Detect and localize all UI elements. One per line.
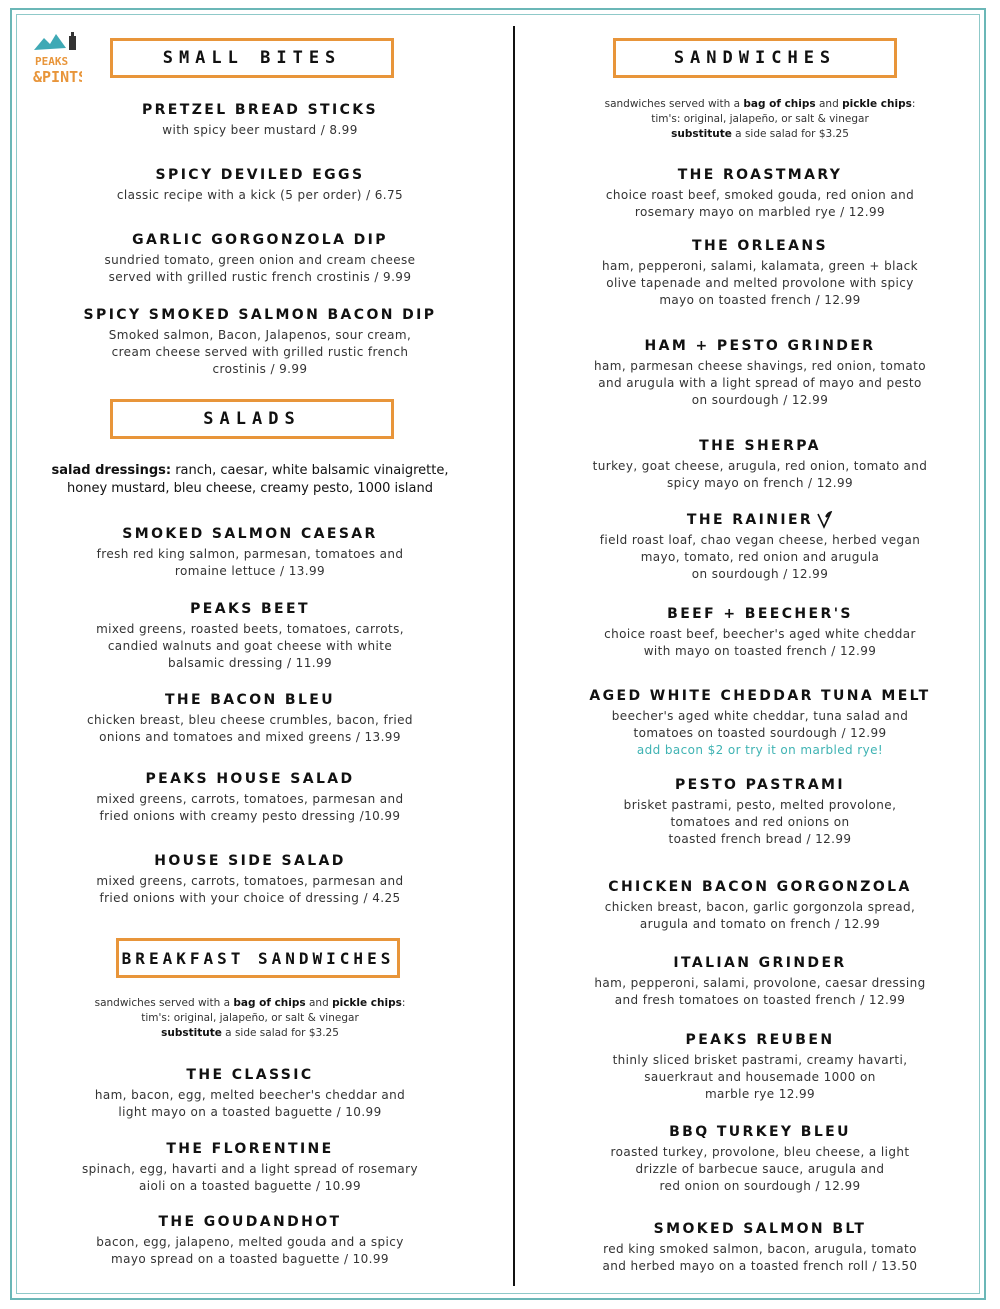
- description-line: sauerkraut and housemade 1000 on: [644, 1070, 876, 1084]
- menu-item-name: THE ROASTMARY: [677, 167, 843, 183]
- menu-item-description: [30, 791, 470, 825]
- menu-item-description: [540, 1144, 980, 1195]
- description-line: rosemary mayo on marbled rye / 12.99: [634, 205, 886, 219]
- menu-item: [30, 691, 470, 746]
- menu-item: [540, 605, 980, 660]
- salad-dressings-note: [40, 462, 460, 498]
- note-text: :: [911, 98, 916, 110]
- menu-item-description: [30, 546, 470, 580]
- menu-item-description: [540, 797, 980, 848]
- note-text: a side salad for $3.25: [731, 128, 849, 140]
- menu-item-name: THE ORLEANS: [692, 238, 828, 254]
- description-line: red king smoked salmon, bacon, arugula, tomato: [603, 1242, 917, 1256]
- menu-item: [30, 852, 470, 907]
- description-line: drizzle of barbecue sauce, arugula and: [635, 1162, 885, 1176]
- description-line: bacon, egg, jalapeno, melted gouda and a spicy: [96, 1235, 404, 1249]
- menu-item-name: THE BACON BLEU: [164, 692, 336, 708]
- note-text: and: [815, 98, 843, 110]
- description-line: roasted turkey, provolone, bleu cheese, a light: [610, 1145, 910, 1159]
- menu-item-description: [540, 1241, 980, 1275]
- menu-item: [30, 770, 470, 825]
- menu-item: [540, 337, 980, 409]
- description-line: mixed greens, carrots, tomatoes, parmesan and: [96, 792, 404, 806]
- menu-item-name: AGED WHITE CHEDDAR TUNA MELT: [589, 688, 931, 704]
- menu-item-description: [540, 708, 980, 759]
- menu-item-name: THE RAINIER: [540, 511, 980, 529]
- description-line: crostinis / 9.99: [212, 362, 308, 376]
- menu-item-name: PESTO PASTRAMI: [674, 777, 846, 793]
- description-line: romaine lettuce / 13.99: [174, 564, 326, 578]
- menu-item: [540, 1123, 980, 1195]
- description-line: with mayo on toasted french / 12.99: [643, 644, 877, 658]
- description-line: red onion on sourdough / 12.99: [659, 1179, 861, 1193]
- description-line: brisket pastrami, pesto, melted provolone,: [623, 798, 897, 812]
- description-line: cream cheese served with grilled rustic french: [111, 345, 409, 359]
- menu-item-description: [30, 1161, 470, 1195]
- menu-item: [540, 237, 980, 309]
- menu-item: [540, 687, 980, 759]
- description-line: marble rye 12.99: [704, 1087, 816, 1101]
- breakfast-sides-note: [60, 996, 440, 1041]
- note-bold: pickle chips: [332, 997, 402, 1009]
- description-line: aioli on a toasted baguette / 10.99: [138, 1179, 361, 1193]
- description-line: beecher's aged white cheddar, tuna salad and: [611, 709, 909, 723]
- peaks-and-pints-logo: [32, 32, 82, 86]
- description-line: tomatoes and red onions on: [670, 815, 850, 829]
- menu-item-description: [540, 458, 980, 492]
- menu-item: [30, 1066, 470, 1121]
- description-line: spinach, egg, havarti and a light spread of rosemary: [81, 1162, 419, 1176]
- description-line: chicken breast, bacon, garlic gorgonzola spread,: [604, 900, 916, 914]
- description-line: choice roast beef, smoked gouda, red onion and: [605, 188, 915, 202]
- note-text: tim's: original, jalapeño, or salt & vinegar: [141, 1012, 359, 1024]
- description-line: fresh red king salmon, parmesan, tomatoes and: [96, 547, 404, 561]
- menu-item-name: BBQ TURKEY BLEU: [669, 1124, 851, 1140]
- menu-item-description: [540, 358, 980, 409]
- menu-item-name: CHICKEN BACON GORGONZOLA: [608, 879, 912, 895]
- menu-item-description: [30, 1087, 470, 1121]
- menu-item-name: SPICY SMOKED SALMON BACON DIP: [83, 307, 437, 323]
- description-line: light mayo on a toasted baguette / 10.99: [118, 1105, 382, 1119]
- menu-item: [40, 101, 480, 139]
- description-line: ham, pepperoni, salami, provolone, caesar dressing: [594, 976, 926, 990]
- menu-item-description: [40, 187, 480, 204]
- section-heading-small-bites: SMALL BITES: [110, 38, 394, 78]
- description-line: fried onions with creamy pesto dressing /10.99: [99, 809, 401, 823]
- menu-item-name: SMOKED SALMON BLT: [653, 1221, 867, 1237]
- menu-item-name: ITALIAN GRINDER: [673, 955, 847, 971]
- menu-item-name: SMOKED SALMON CAESAR: [122, 526, 378, 542]
- description-line: Smoked salmon, Bacon, Jalapenos, sour cream,: [108, 328, 412, 342]
- description-line: on sourdough / 12.99: [691, 393, 829, 407]
- description-line: field roast loaf, chao vegan cheese, herbed vegan: [599, 533, 921, 547]
- menu-item-name: PEAKS BEET: [190, 601, 310, 617]
- description-line: onions and tomatoes and mixed greens / 13.99: [99, 730, 401, 744]
- menu-item-description: [540, 1052, 980, 1103]
- menu-item-upsell: add bacon $2 or try it on marbled rye!: [636, 743, 884, 757]
- description-line: ham, parmesan cheese shavings, red onion, tomato: [594, 359, 926, 373]
- description-line: mixed greens, carrots, tomatoes, parmesan and: [96, 874, 404, 888]
- menu-item-name: THE CLASSIC: [186, 1067, 314, 1083]
- menu-item: [540, 1220, 980, 1275]
- menu-item-description: [40, 252, 480, 286]
- menu-item-name: HAM + PESTO GRINDER: [644, 338, 876, 354]
- menu-item-description: [540, 532, 980, 583]
- menu-item-description: [30, 1234, 470, 1268]
- menu-item: [30, 1213, 470, 1268]
- description-line: tomatoes on toasted sourdough / 12.99: [633, 726, 887, 740]
- svg-text:&PINTS: &PINTS: [33, 68, 82, 86]
- section-heading-sandwiches: SANDWICHES: [613, 38, 897, 78]
- description-line: mayo, tomato, red onion and arugula: [640, 550, 880, 564]
- description-line: mixed greens, roasted beets, tomatoes, carrots,: [96, 622, 404, 636]
- menu-item: [40, 166, 480, 204]
- description-line: sundried tomato, green onion and cream cheese: [104, 253, 416, 267]
- menu-item-name: PEAKS HOUSE SALAD: [145, 771, 355, 787]
- note-text: :: [401, 997, 406, 1009]
- note-bold: substitute: [671, 128, 732, 140]
- description-line: mayo spread on a toasted baguette / 10.99: [111, 1252, 389, 1266]
- menu-item: [30, 1140, 470, 1195]
- menu-item-description: [40, 122, 480, 139]
- menu-item: [540, 878, 980, 933]
- menu-item-description: [540, 899, 980, 933]
- description-line: fried onions with your choice of dressing / 4.25: [99, 891, 401, 905]
- note-text: tim's: original, jalapeño, or salt & vinegar: [651, 113, 869, 125]
- note-text: a side salad for $3.25: [221, 1027, 339, 1039]
- description-line: ham, bacon, egg, melted beecher's cheddar and: [94, 1088, 406, 1102]
- note-text: sandwiches served with a: [604, 98, 744, 110]
- vegan-leaf-icon: [817, 511, 833, 529]
- menu-item-name: GARLIC GORGONZOLA DIP: [132, 232, 388, 248]
- description-line: thinly sliced brisket pastrami, creamy havarti,: [612, 1053, 908, 1067]
- menu-item-description: [30, 873, 470, 907]
- menu-item-description: [540, 187, 980, 221]
- description-line: mayo on toasted french / 12.99: [659, 293, 861, 307]
- menu-item: [540, 437, 980, 492]
- salad-dressings-line2: honey mustard, bleu cheese, creamy pesto, 1000 island: [67, 481, 433, 496]
- menu-item: [30, 600, 470, 672]
- section-heading-breakfast-sandwiches: BREAKFAST SANDWICHES: [116, 938, 400, 978]
- description-line: served with grilled rustic french crostinis / 9.99: [108, 270, 412, 284]
- note-bold: bag of chips: [743, 98, 816, 110]
- description-line: olive tapenade and melted provolone with spicy: [606, 276, 914, 290]
- menu-item: [40, 231, 480, 286]
- description-line: spicy mayo on french / 12.99: [666, 476, 854, 490]
- menu-item: [30, 525, 470, 580]
- note-bold: bag of chips: [233, 997, 306, 1009]
- note-text: and: [305, 997, 333, 1009]
- description-line: and fresh tomatoes on toasted french / 12.99: [614, 993, 906, 1007]
- description-line: choice roast beef, beecher's aged white cheddar: [604, 627, 916, 641]
- section-heading-salads: SALADS: [110, 399, 394, 439]
- description-line: chicken breast, bleu cheese crumbles, bacon, fried: [87, 713, 413, 727]
- note-bold: substitute: [161, 1027, 222, 1039]
- menu-item: [540, 166, 980, 221]
- menu-item-name: THE FLORENTINE: [166, 1141, 334, 1157]
- menu-item-description: [30, 621, 470, 672]
- menu-item-description: [30, 712, 470, 746]
- menu-item-name: BEEF + BEECHER'S: [667, 606, 853, 622]
- svg-text:PEAKS: PEAKS: [35, 55, 69, 68]
- menu-item-description: [540, 258, 980, 309]
- salad-dressings-label: salad dressings:: [51, 463, 172, 478]
- sandwich-sides-note: [570, 97, 950, 142]
- menu-item: [40, 306, 480, 378]
- description-line: toasted french bread / 12.99: [668, 832, 852, 846]
- description-line: turkey, goat cheese, arugula, red onion, tomato and: [592, 459, 928, 473]
- menu-item-description: [540, 975, 980, 1009]
- description-line: on sourdough / 12.99: [691, 567, 829, 581]
- menu-item-name: THE GOUDANDHOT: [158, 1214, 342, 1230]
- description-line: classic recipe with a kick (5 per order) / 6.75: [116, 188, 404, 202]
- note-text: sandwiches served with a: [94, 997, 234, 1009]
- menu-item-name: THE SHERPA: [699, 438, 821, 454]
- description-line: and arugula with a light spread of mayo and pesto: [598, 376, 922, 390]
- menu-item-name: PEAKS REUBEN: [685, 1032, 835, 1048]
- menu-item-description: [40, 327, 480, 378]
- description-line: and herbed mayo on a toasted french roll / 13.50: [602, 1259, 918, 1273]
- description-line: ham, pepperoni, salami, kalamata, green + black: [602, 259, 918, 273]
- menu-item-name: HOUSE SIDE SALAD: [154, 853, 346, 869]
- menu-item: [540, 1031, 980, 1103]
- menu-item: [540, 776, 980, 848]
- description-line: arugula and tomato on french / 12.99: [639, 917, 881, 931]
- salad-dressings-line1: ranch, caesar, white balsamic vinaigrette,: [171, 463, 449, 478]
- menu-item-description: [540, 626, 980, 660]
- description-line: balsamic dressing / 11.99: [167, 656, 333, 670]
- menu-item-name: SPICY DEVILED EGGS: [155, 167, 365, 183]
- menu-item: [540, 954, 980, 1009]
- note-bold: pickle chips: [842, 98, 912, 110]
- column-divider: [513, 26, 515, 1286]
- menu-item: [540, 511, 980, 583]
- description-line: candied walnuts and goat cheese with white: [107, 639, 393, 653]
- menu-item-name: PRETZEL BREAD STICKS: [141, 102, 379, 118]
- description-line: with spicy beer mustard / 8.99: [162, 123, 358, 137]
